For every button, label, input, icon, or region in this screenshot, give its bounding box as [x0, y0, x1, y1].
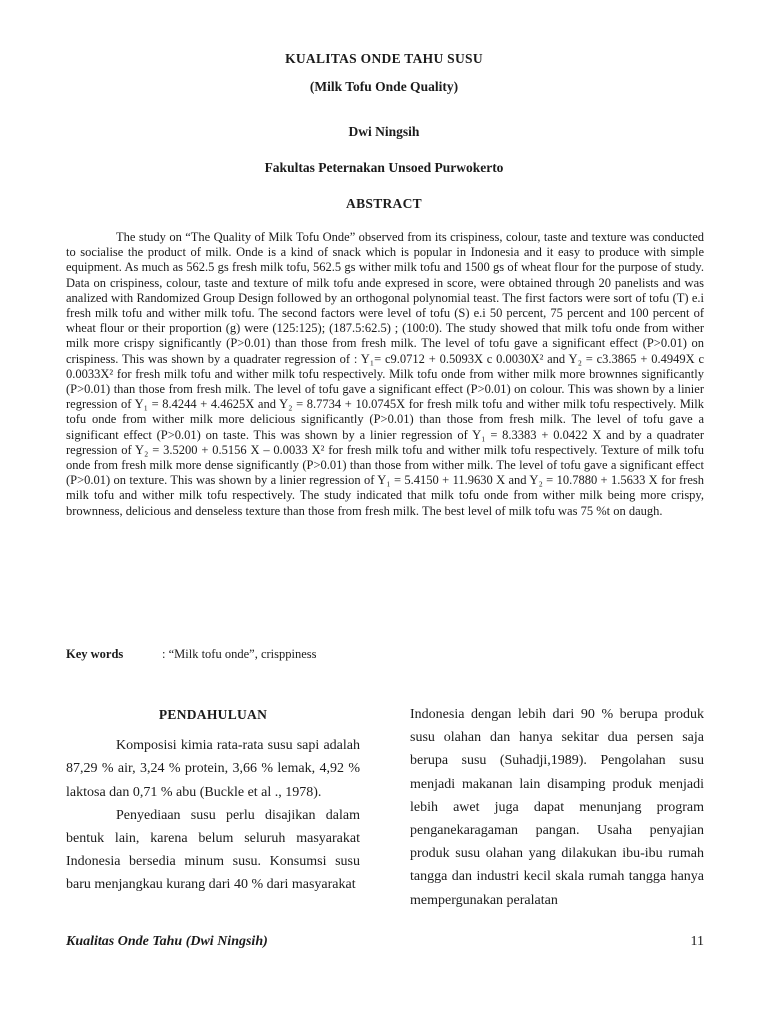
right-column [410, 703, 704, 912]
intro-paragraph-continued: Indonesia dengan lebih dari 90 % berupa produk susu olahan dan hanya sekitar dua persen saja berupa susu (Suhadji,1989). Pengolahan susu menjadi makanan lain disamping produk menjadi lebih awet juga dapat menunjang program penganekaragaman pangan. Usaha penyajian produk susu olahan yang dilakukan ibu-ibu rumah tangga dan industri kecil skala rumah tangga hanya mempergunakan peralatan [410, 707, 704, 908]
intro-paragraph-1: Komposisi kimia rata-rata susu sapi adalah 87,29 % air, 3,24 % protein, 3,66 % lemak, 4,92 % laktosa dan 0,71 % abu (Buckle et al ., 1978). [66, 738, 360, 800]
abstract-heading: ABSTRACT [346, 196, 422, 211]
author-name: Dwi Ningsih [348, 124, 420, 139]
paper-subtitle: (Milk Tofu Onde Quality) [309, 79, 459, 94]
intro-paragraph-2: Penyediaan susu perlu disajikan dalam bentuk lain, karena belum seluruh masyarakat Indonesia bersedia minum susu. Konsumsi susu baru menjangkau kurang dari 40 % dari masyarakat [66, 807, 360, 893]
keywords-label: Key words [66, 647, 124, 661]
running-title: Kualitas Onde Tahu (Dwi Ningsih) [66, 934, 268, 949]
left-column [66, 703, 360, 897]
keywords-line [66, 647, 704, 662]
abstract-text: The study on “The Quality of Milk Tofu Onde” observed from its crispiness, colour, taste and texture was conducted to socialise the product of milk. Onde is a kind of snack which is popular in Indonesia and it easy to produce with simple equipment. As much as 562.5 gs fresh milk tofu, 562.5 gs wither milk tofu and 1500 gs of wheat flour for the purpose of study. Data on crispiness, colour, taste and texture of milk tofu ande expresed in score, were obtained through 20 panelists and was analized with Randomized Group Design followed by an orthogonal polynomial teast. The first factors were sort of tofu (T) e.i fresh milk tofu and wither milk tofu. The second factors were level of tofu (S) e.i 50 percent, 75 percent and 100 percent of wheat flour or their proportion (g) were (125:125); (187.5:62.5) ; (100:0). The study showed that milk tofu onde from wither milk more crispy significantly (P>0.01) than those from fresh milk. The level of tofu gave a significant effect (P>0.01) on crispiness. This was shown by a quadrater regression of : Y₁= c9.0712 + 0.5093X c 0.0030X² and Y₂ = c3.3865 + 0.4949X c 0.0033X² for fresh milk tofu and wither milk tofu respectively. Milk tofu onde from wither milk more brownnes significantly (P>0.01) than those from fresh milk. The level of tofu gave a significant effect (P>0.01) on colour. This was shown by a linier regression of Y₁ = 8.4244 + 4.4625X and Y₂ = 8.7734 + 10.0745X for fresh milk tofu and wither milk tofu respectively. Milk tofu onde from wither milk more delicious significantly (P>0.01) than those from fresh milk. The level of tofu gave a significant effect (P>0.01) on taste. This was shown by a linier regression of Y₁ = 8.3383 + 0.0422 X and by a quadrater regression of Y₂ = 3.5200 + 0.5156 X – 0.0033 X² for fresh milk tofu and wither milk tofu respectively. Texture of milk tofu onde from fresh milk more dense significantly (P>0.01) than those from wither milk. The level of tofu gave a significant effect (P>0.01) on texture. This was shown by a linier regression of Y₁ = 5.4150 + 11.9630 X and Y₂ = 10.7880 + 1.5633 X for fresh milk tofu and wither milk tofu respectively. The study indicated that milk tofu onde from wither milk being more crispy, brownness, delicious and denseless texture than those from fresh milk. The best level of milk tofu was 75 %t on daugh. [66, 230, 704, 518]
paper-title: KUALITAS ONDE TAHU SUSU [285, 51, 483, 66]
page-number: 11 [690, 934, 704, 949]
keywords-value: : “Milk tofu onde”, crisppiness [162, 647, 317, 661]
section-heading: PENDAHULUAN [158, 707, 268, 722]
author-affiliation: Fakultas Peternakan Unsoed Purwokerto [264, 160, 504, 175]
